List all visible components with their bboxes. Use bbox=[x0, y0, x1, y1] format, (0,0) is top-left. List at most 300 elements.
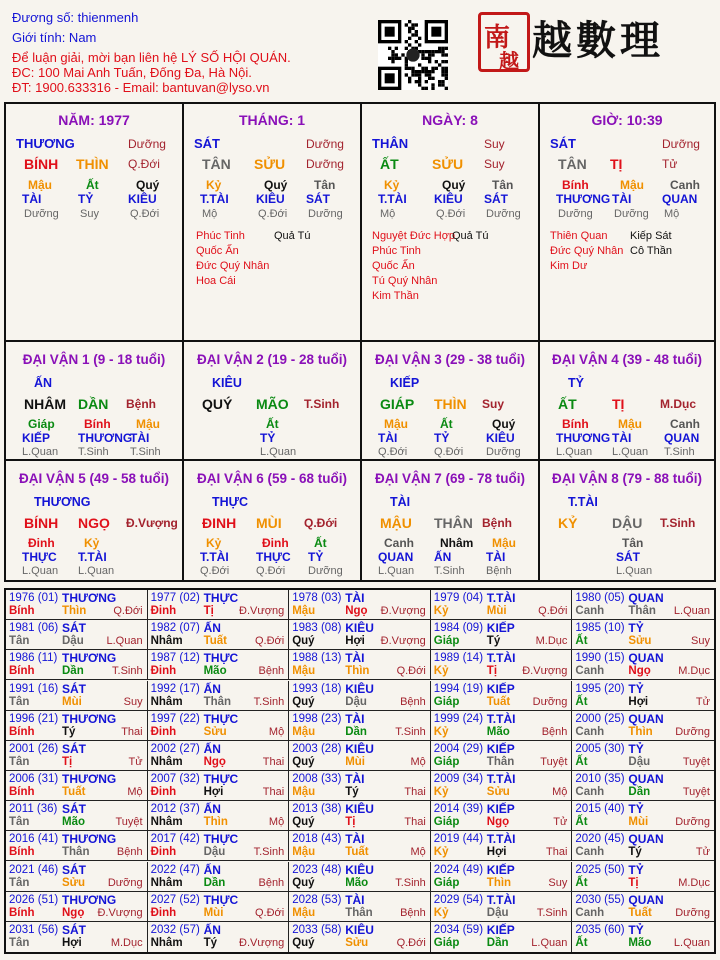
year-branch: Mão bbox=[62, 816, 85, 829]
year-stage: Bệnh bbox=[400, 695, 426, 708]
year-branch: Tý bbox=[203, 936, 218, 949]
hidden-stage: Q.Đới bbox=[130, 208, 160, 220]
pillar-god: THÂN bbox=[372, 136, 409, 151]
year-cell bbox=[148, 620, 290, 650]
year-stage: Tử bbox=[695, 695, 710, 708]
year-god: TÀI bbox=[345, 651, 365, 666]
address-line: ĐC: 100 Mai Anh Tuấn, Đống Đa, Hà Nội. bbox=[12, 65, 252, 80]
year-label: 1999 (24) bbox=[433, 712, 484, 725]
year-stage: Q.Đới bbox=[396, 936, 426, 949]
year-stem: Giáp bbox=[433, 876, 460, 889]
hidden-stage: Dưỡng bbox=[486, 208, 521, 220]
hidden-god: TỶ bbox=[260, 431, 276, 445]
pillar-god: THƯƠNG bbox=[16, 136, 75, 151]
year-label: 2032 (57) bbox=[150, 923, 200, 936]
year-label: 1977 (02) bbox=[150, 592, 200, 604]
hidden-stage: T.Sinh bbox=[130, 446, 161, 458]
pillar-cell-1 bbox=[6, 104, 184, 342]
year-label: 1996 (21) bbox=[9, 712, 59, 725]
annual-luck-table bbox=[4, 588, 716, 954]
year-label: 2029 (54) bbox=[433, 893, 484, 906]
dai-van-title: ĐẠI VẬN 5 (49 - 58 tuổi) bbox=[18, 471, 170, 486]
dai-van-god: TÀI bbox=[390, 495, 411, 509]
brand-char-3: 理 bbox=[620, 17, 660, 64]
year-cell bbox=[289, 801, 431, 831]
year-stem: Tân bbox=[9, 876, 30, 889]
year-god: KIÊU bbox=[345, 862, 374, 877]
pillar-branch-stage: Suy bbox=[484, 157, 505, 171]
year-cell bbox=[289, 771, 431, 801]
year-label: 2015 (40) bbox=[575, 803, 625, 816]
year-branch: Tị bbox=[62, 755, 73, 768]
year-stem: Ất bbox=[575, 635, 588, 648]
year-branch: Sửu bbox=[345, 936, 369, 949]
year-label: 2014 (39) bbox=[433, 803, 484, 816]
year-stage: Thai bbox=[121, 725, 143, 738]
year-stem: Canh bbox=[575, 906, 605, 919]
hidden-god: TÀI bbox=[378, 431, 398, 445]
year-branch: Mùi bbox=[203, 906, 224, 919]
year-branch: Thân bbox=[628, 605, 656, 617]
year-label: 1978 (03) bbox=[292, 592, 342, 604]
year-cell bbox=[572, 681, 714, 711]
year-label: 2001 (26) bbox=[9, 742, 59, 755]
year-stage: Suy bbox=[691, 635, 710, 648]
year-god: KIÊU bbox=[345, 741, 374, 756]
year-god: THỰC bbox=[203, 832, 239, 847]
pillar-stem: ẤT bbox=[380, 156, 399, 172]
year-cell bbox=[431, 862, 573, 892]
seal-char-1: 南 bbox=[484, 23, 511, 53]
year-branch: Tý bbox=[345, 786, 359, 798]
hidden-god: T.TÀI bbox=[200, 550, 229, 564]
dai-van-stage: Đ.Vượng bbox=[126, 516, 178, 530]
star: Quốc Ấn bbox=[372, 260, 415, 272]
pillar-branch-stage: Tử bbox=[662, 157, 678, 171]
year-branch: Mão bbox=[203, 665, 227, 678]
year-stem: Mậu bbox=[292, 725, 316, 738]
year-stem: Bính bbox=[9, 605, 35, 617]
hidden-stem: Canh bbox=[670, 417, 700, 431]
year-stage: Q.Đới bbox=[113, 605, 143, 617]
hidden-stage: Q.Đới bbox=[258, 208, 288, 220]
dai-van-cell-6 bbox=[184, 461, 362, 580]
hidden-stem: Tân bbox=[622, 536, 644, 550]
year-cell bbox=[6, 801, 148, 831]
year-stage: M.Dục bbox=[535, 635, 568, 648]
year-god: QUAN bbox=[628, 591, 664, 605]
year-stem: Giáp bbox=[433, 695, 460, 708]
pillar-stage: Suy bbox=[484, 137, 505, 151]
year-label: 1997 (22) bbox=[150, 712, 200, 725]
year-stage: Thai bbox=[262, 755, 285, 768]
year-branch: Dậu bbox=[486, 906, 509, 919]
year-branch: Mùi bbox=[62, 695, 82, 708]
year-stem: Nhâm bbox=[150, 936, 183, 949]
dai-van-title: ĐẠI VẬN 6 (59 - 68 tuổi) bbox=[196, 471, 348, 486]
hidden-god: THƯƠNG bbox=[556, 431, 611, 445]
year-god: THƯƠNG bbox=[62, 832, 117, 847]
year-branch: Dậu bbox=[345, 695, 367, 708]
hidden-stage: Dưỡng bbox=[614, 208, 649, 220]
year-label: 2027 (52) bbox=[150, 893, 200, 906]
year-cell bbox=[289, 741, 431, 771]
year-stage: Suy bbox=[123, 695, 143, 708]
year-stage: Bệnh bbox=[258, 665, 285, 678]
year-cell bbox=[148, 831, 290, 861]
year-stage: M.Dục bbox=[678, 876, 710, 889]
year-label: 1986 (11) bbox=[9, 652, 58, 665]
hidden-god: ẤN bbox=[434, 550, 452, 564]
year-stage: Dưỡng bbox=[107, 876, 143, 889]
hidden-stem: Mậu bbox=[618, 417, 642, 431]
year-god: THƯƠNG bbox=[62, 591, 117, 605]
year-stem: Giáp bbox=[433, 936, 460, 949]
year-god: T.TÀI bbox=[486, 892, 516, 907]
year-cell bbox=[431, 801, 573, 831]
year-cell bbox=[572, 771, 714, 801]
year-stem: Canh bbox=[575, 786, 605, 798]
year-god: TÀI bbox=[345, 711, 365, 726]
dai-van-stage: Q.Đới bbox=[304, 516, 338, 530]
hidden-stage: Suy bbox=[80, 208, 99, 220]
year-cell bbox=[6, 711, 148, 741]
year-cell bbox=[572, 741, 714, 771]
year-stem: Bính bbox=[9, 665, 35, 678]
year-cell bbox=[572, 862, 714, 892]
pillar-title: GIỜ: 10:39 bbox=[591, 112, 663, 128]
hidden-god: T.TÀI bbox=[200, 192, 229, 206]
hidden-god: SÁT bbox=[306, 192, 330, 206]
dai-van-stem: BÍNH bbox=[24, 515, 59, 531]
year-stem: Đinh bbox=[150, 665, 177, 678]
year-god: SÁT bbox=[62, 802, 86, 817]
year-cell bbox=[289, 681, 431, 711]
hidden-stage: L.Quan bbox=[556, 446, 593, 458]
hidden-stem: Tân bbox=[492, 178, 514, 192]
year-cell bbox=[289, 650, 431, 680]
year-label: 2002 (27) bbox=[150, 742, 200, 755]
year-god: ẤN bbox=[203, 621, 221, 636]
year-label: 1993 (18) bbox=[292, 682, 342, 695]
year-stem: Canh bbox=[575, 846, 605, 859]
hidden-stage: Dưỡng bbox=[308, 208, 343, 220]
hidden-stem: Mậu bbox=[136, 417, 160, 431]
year-stage: Q.Đới bbox=[396, 665, 426, 678]
year-cell bbox=[572, 922, 714, 952]
year-branch: Thân bbox=[203, 695, 232, 708]
year-stage: L.Quan bbox=[673, 936, 710, 949]
pillar-cell-3 bbox=[362, 104, 540, 342]
year-stem: Tân bbox=[9, 816, 30, 829]
hidden-stage: Q.Đới bbox=[256, 565, 286, 577]
phone-email-line: ĐT: 1900.633316 - Email: bantuvan@lyso.vn bbox=[12, 80, 270, 95]
dai-van-stage: Suy bbox=[482, 397, 505, 411]
year-label: 2031 (56) bbox=[9, 923, 59, 936]
year-god: QUAN bbox=[628, 772, 664, 786]
year-branch: Dậu bbox=[203, 846, 226, 859]
year-cell bbox=[6, 831, 148, 861]
year-stem: Nhâm bbox=[150, 876, 183, 889]
year-label: 2018 (43) bbox=[292, 833, 342, 846]
year-stem: Giáp bbox=[433, 816, 460, 829]
dai-van-title: ĐẠI VẬN 1 (9 - 18 tuổi) bbox=[22, 352, 166, 367]
hidden-god: TÀI bbox=[22, 192, 42, 206]
year-stem: Quý bbox=[292, 635, 315, 648]
year-label: 1991 (16) bbox=[9, 682, 59, 695]
hidden-stage: L.Quan bbox=[78, 565, 115, 577]
hidden-god: THỰC bbox=[22, 550, 57, 564]
hidden-stage: L.Quan bbox=[22, 565, 59, 577]
year-cell bbox=[6, 681, 148, 711]
year-stem: Ất bbox=[575, 755, 588, 768]
dai-van-stage: Bệnh bbox=[482, 516, 512, 530]
hidden-stem: Quý bbox=[136, 178, 160, 192]
year-branch: Thìn bbox=[203, 816, 228, 829]
year-cell bbox=[572, 590, 714, 620]
year-stem: Bính bbox=[9, 725, 35, 738]
year-label: 1995 (20) bbox=[575, 682, 625, 695]
dai-van-branch: DẦN bbox=[78, 396, 109, 412]
year-stem: Mậu bbox=[292, 846, 316, 859]
year-stage: Mộ bbox=[410, 846, 426, 859]
year-cell bbox=[148, 922, 290, 952]
owner-line: Đương số: thienmenh bbox=[12, 10, 139, 25]
hidden-stage: Q.Đới bbox=[436, 208, 466, 220]
gender-line: Giới tính: Nam bbox=[12, 30, 97, 45]
year-stem: Nhâm bbox=[150, 755, 183, 768]
contact-line: Để luận giải, mời bạn liên hệ LÝ SỐ HỘI QUÁN. bbox=[12, 50, 291, 65]
year-stem: Giáp bbox=[433, 635, 460, 648]
year-branch: Tý bbox=[62, 725, 76, 738]
year-stage: M.Dục bbox=[678, 665, 710, 678]
star: Thiên Quan bbox=[550, 230, 608, 242]
year-stem: Bính bbox=[9, 786, 35, 798]
year-stage: L.Quan bbox=[673, 605, 710, 617]
hidden-stage: Q.Đới bbox=[378, 446, 408, 458]
year-label: 1988 (13) bbox=[292, 652, 342, 665]
dai-van-cell-5 bbox=[6, 461, 184, 580]
year-god: QUAN bbox=[628, 892, 664, 907]
year-stem: Ất bbox=[575, 876, 588, 889]
hidden-god: TÀI bbox=[486, 550, 506, 564]
year-stage: Tử bbox=[553, 816, 568, 829]
hidden-stem: Canh bbox=[670, 178, 700, 192]
year-branch: Ngọ bbox=[203, 755, 226, 768]
year-god: QUAN bbox=[628, 651, 664, 666]
year-label: 2021 (46) bbox=[9, 863, 59, 876]
dai-van-god: ẤN bbox=[34, 376, 53, 390]
year-label: 1976 (01) bbox=[9, 592, 59, 604]
year-stem: Mậu bbox=[292, 786, 316, 798]
dai-van-god: KIẾP bbox=[390, 376, 420, 390]
year-cell bbox=[431, 620, 573, 650]
year-stage: M.Dục bbox=[110, 936, 143, 949]
year-label: 1979 (04) bbox=[433, 592, 484, 604]
hidden-god: TÀI bbox=[612, 431, 632, 445]
hidden-stage: Bệnh bbox=[486, 565, 512, 577]
seal-stamp bbox=[478, 12, 530, 72]
year-cell bbox=[6, 590, 148, 620]
year-god: TÀI bbox=[345, 892, 365, 907]
year-god: ẤN bbox=[203, 741, 221, 756]
year-cell bbox=[148, 681, 290, 711]
pillar-stem: TÂN bbox=[202, 156, 231, 172]
year-stage: Mộ bbox=[127, 786, 143, 798]
year-branch: Thìn bbox=[62, 605, 87, 617]
pillar-stage: Dưỡng bbox=[662, 137, 700, 151]
star-2: Quả Tú bbox=[274, 230, 311, 242]
year-branch: Tuất bbox=[62, 786, 86, 798]
year-stem: Ất bbox=[575, 695, 588, 708]
star: Đức Quý Nhân bbox=[550, 245, 624, 257]
hidden-stage: L.Quan bbox=[260, 446, 297, 458]
year-label: 1983 (08) bbox=[292, 622, 342, 635]
year-god: KIẾP bbox=[486, 621, 515, 636]
year-stem: Đinh bbox=[150, 725, 177, 738]
year-cell bbox=[6, 741, 148, 771]
dai-van-title: ĐẠI VẬN 3 (29 - 38 tuổi) bbox=[374, 352, 526, 367]
star-2: Kiếp Sát bbox=[630, 230, 672, 242]
year-branch: Tuất bbox=[203, 635, 228, 648]
year-branch: Sửu bbox=[486, 786, 510, 798]
year-stage: T.Sinh bbox=[253, 695, 285, 708]
year-label: 2028 (53) bbox=[292, 893, 342, 906]
year-branch: Hợi bbox=[345, 635, 365, 648]
year-stage: Đ.Vượng bbox=[239, 605, 285, 617]
dai-van-cell-4 bbox=[540, 342, 714, 461]
year-god: KIẾP bbox=[486, 922, 515, 937]
hidden-god: THƯƠNG bbox=[78, 431, 133, 445]
year-branch: Ngọ bbox=[628, 665, 651, 678]
year-branch: Tuất bbox=[628, 906, 652, 919]
year-god: THƯƠNG bbox=[62, 892, 117, 907]
year-stem: Nhâm bbox=[150, 695, 183, 708]
year-god: QUAN bbox=[628, 711, 664, 726]
hidden-stem: Kỷ bbox=[384, 178, 400, 192]
year-branch: Ngọ bbox=[486, 816, 510, 829]
year-god: THƯƠNG bbox=[62, 651, 117, 666]
hidden-god: TỶ bbox=[78, 192, 94, 206]
year-stem: Canh bbox=[575, 665, 605, 678]
year-stage: Dưỡng bbox=[675, 906, 710, 919]
year-branch: Mùi bbox=[628, 816, 649, 829]
dai-van-god: THỰC bbox=[212, 495, 249, 509]
year-branch: Tị bbox=[345, 816, 356, 829]
year-cell bbox=[431, 922, 573, 952]
year-god: T.TÀI bbox=[486, 711, 516, 726]
year-stem: Đinh bbox=[150, 605, 177, 617]
year-stage: Q.Đới bbox=[538, 605, 568, 617]
year-god: SÁT bbox=[62, 621, 86, 636]
year-stage: Bệnh bbox=[400, 906, 426, 919]
year-god: THỰC bbox=[203, 892, 239, 907]
seal-char-2: 越 bbox=[499, 49, 519, 73]
year-label: 2026 (51) bbox=[9, 893, 59, 906]
year-cell bbox=[6, 650, 148, 680]
year-god: THỰC bbox=[203, 591, 239, 605]
year-label: 2012 (37) bbox=[150, 803, 200, 816]
year-god: TÀI bbox=[345, 832, 365, 847]
year-branch: Sửu bbox=[62, 876, 86, 889]
pillar-title: NGÀY: 8 bbox=[422, 112, 478, 128]
hidden-stem: Kỷ bbox=[84, 536, 100, 550]
year-label: 2034 (59) bbox=[433, 923, 484, 936]
year-label: 2004 (29) bbox=[433, 742, 484, 755]
year-god: KIÊU bbox=[345, 681, 374, 696]
year-branch: Thân bbox=[62, 846, 90, 859]
year-god: KIẾP bbox=[486, 681, 515, 696]
dai-van-branch: DẬU bbox=[612, 515, 643, 531]
year-stem: Quý bbox=[292, 755, 315, 768]
hidden-stem: Quý bbox=[492, 417, 516, 431]
year-stage: Đ.Vượng bbox=[239, 936, 285, 949]
hidden-god: T.TÀI bbox=[78, 550, 107, 564]
year-label: 1987 (12) bbox=[150, 652, 200, 665]
hidden-god: THỰC bbox=[256, 550, 291, 564]
star-2: Cô Thần bbox=[630, 245, 672, 257]
year-label: 2010 (35) bbox=[575, 773, 625, 785]
year-stage: Tuyệt bbox=[115, 816, 143, 829]
year-god: SÁT bbox=[62, 681, 86, 696]
year-stem: Tân bbox=[9, 695, 30, 708]
hidden-god: TỶ bbox=[434, 431, 450, 445]
year-cell bbox=[431, 892, 573, 922]
year-cell bbox=[289, 590, 431, 620]
dai-van-stem: GIÁP bbox=[380, 396, 415, 412]
year-branch: Thìn bbox=[628, 725, 653, 738]
hidden-stem: Ất bbox=[86, 178, 99, 192]
year-stem: Canh bbox=[575, 605, 605, 617]
year-god: ẤN bbox=[203, 681, 221, 696]
year-stage: T.Sinh bbox=[536, 906, 568, 919]
year-cell bbox=[431, 681, 573, 711]
hidden-stem: Bính bbox=[562, 417, 589, 431]
hidden-stage: Dưỡng bbox=[308, 565, 343, 577]
year-branch: Tý bbox=[628, 846, 642, 859]
year-stem: Ất bbox=[575, 816, 588, 829]
year-cell bbox=[6, 771, 148, 801]
hidden-stage: Dưỡng bbox=[24, 208, 59, 220]
year-branch: Thìn bbox=[345, 665, 370, 678]
year-stage: T.Sinh bbox=[395, 725, 426, 738]
hidden-stage: L.Quan bbox=[612, 446, 649, 458]
hidden-god: SÁT bbox=[484, 192, 508, 206]
star: Đức Quý Nhân bbox=[196, 260, 270, 272]
star: Kim Thần bbox=[372, 290, 419, 302]
dai-van-stem: KỶ bbox=[558, 515, 578, 531]
hidden-stage: L.Quan bbox=[378, 565, 415, 577]
year-branch: Dần bbox=[486, 936, 509, 949]
year-god: SÁT bbox=[62, 862, 86, 877]
year-branch: Thân bbox=[486, 755, 515, 768]
hidden-stage: T.Sinh bbox=[664, 446, 695, 458]
year-branch: Dần bbox=[345, 725, 367, 738]
year-god: THƯƠNG bbox=[62, 772, 117, 786]
qr-code-icon bbox=[378, 20, 448, 90]
dai-van-stage: M.Dục bbox=[660, 397, 696, 411]
year-stage: Q.Đới bbox=[254, 906, 285, 919]
hidden-god: QUAN bbox=[378, 550, 414, 564]
year-cell bbox=[572, 711, 714, 741]
year-cell bbox=[148, 741, 290, 771]
hidden-god: SÁT bbox=[616, 550, 640, 564]
hidden-god: KIÊU bbox=[256, 192, 285, 206]
year-god: TỶ bbox=[628, 862, 644, 877]
dai-van-branch: TỊ bbox=[612, 396, 625, 412]
year-god: SÁT bbox=[62, 741, 86, 756]
hidden-stem: Mậu bbox=[28, 178, 52, 192]
